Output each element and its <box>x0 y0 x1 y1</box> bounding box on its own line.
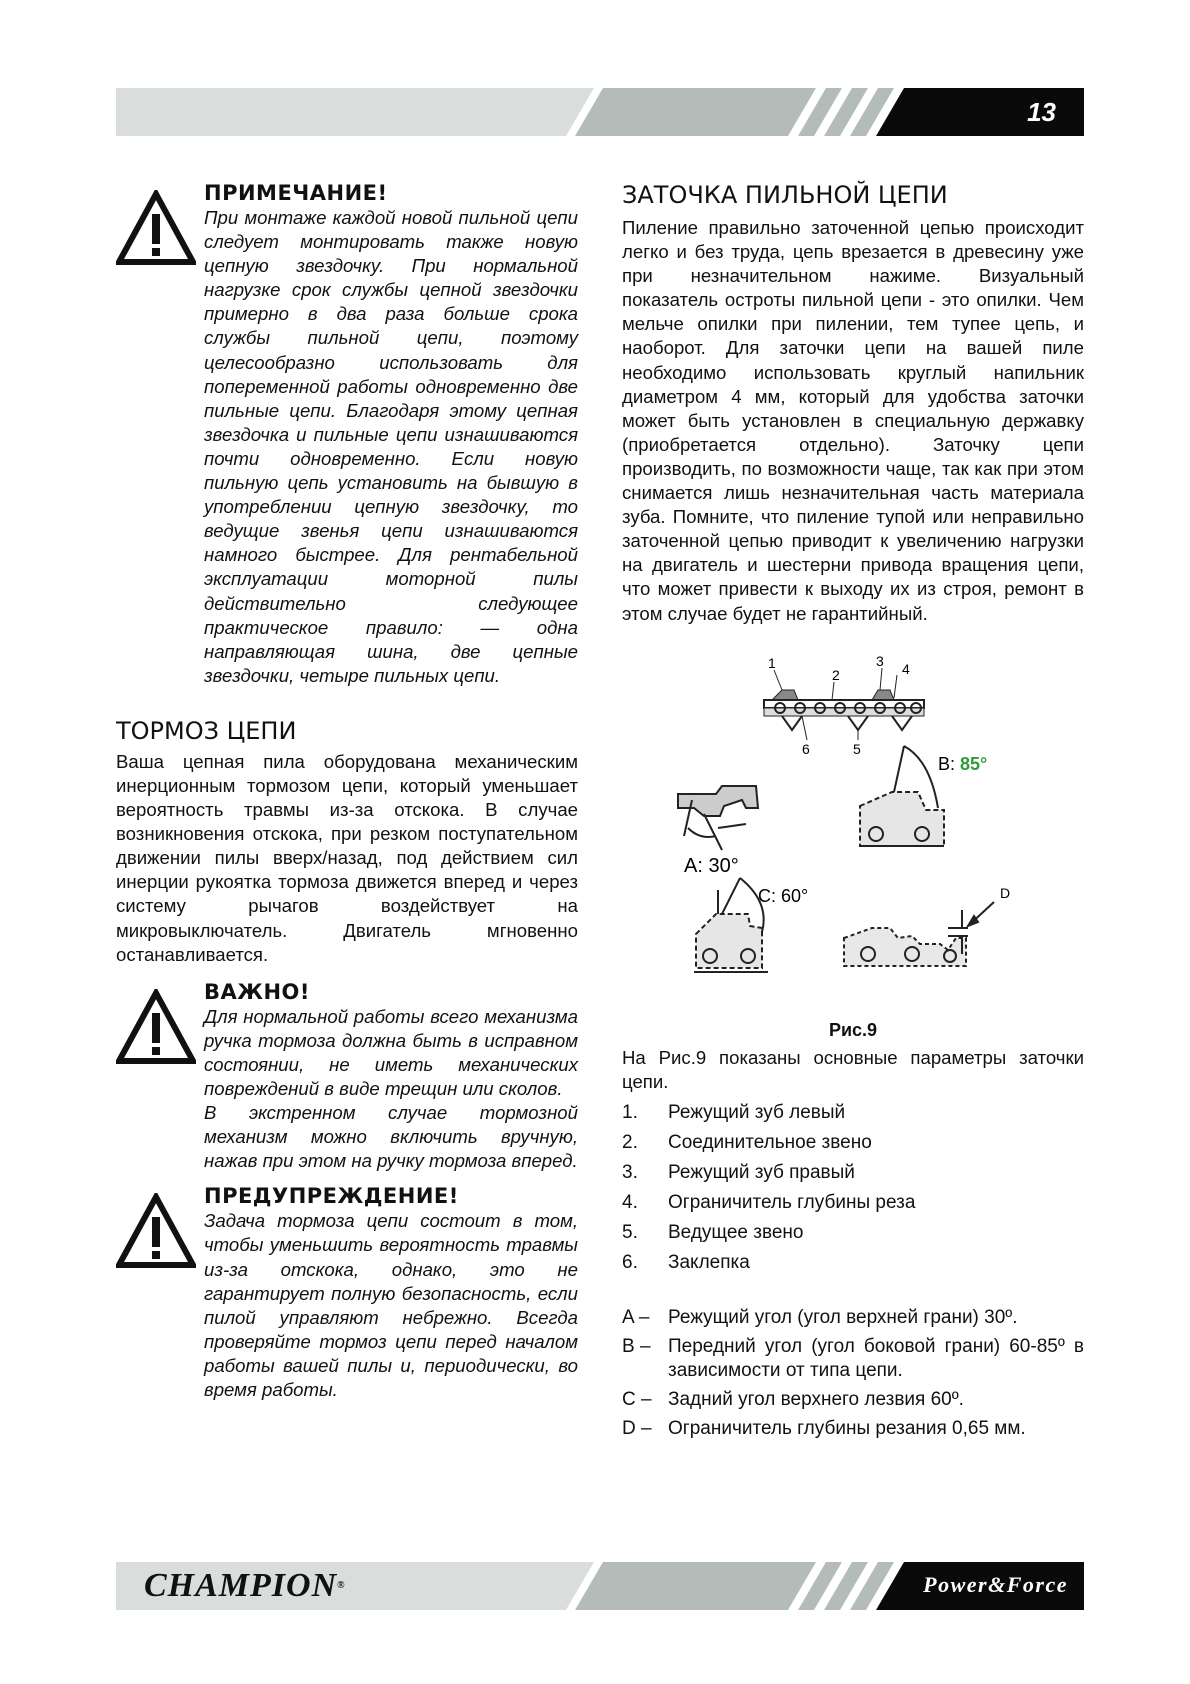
label-angle-b-value: 85° <box>960 753 988 774</box>
list-item: D – Ограничитель глубины резания 0,65 мм. <box>622 1417 1026 1439</box>
list-item: 5. Ведущее звено <box>622 1221 804 1243</box>
figure-caption: Рис.9 <box>828 1019 878 1040</box>
label-angle-a: A: 30° <box>684 854 739 877</box>
angle-a-drawing <box>678 786 758 850</box>
chain-segment-drawing <box>764 668 924 740</box>
label-depth-d: D <box>1000 884 1011 901</box>
note-text: При монтаже каждой новой пильной цепи следует монтировать также новую цепную звездочку. При нормальной нагрузке срок службы цепной звездочки примерно в два раза больше срока службы пильной цепи, поэтому целесообразно использовать для попеременной работы одновременно две пильные цепи. Благодаря этому цепная звездочка и пильные цепи изнашиваются почти одновременно. Если новую пильную цепь установить на бывшую в употреблении цепную звездочку, то ведущие звенья цепи изнашиваются намного быстрее. Для рентабельной эксплуатации моторной пилы действительно следующее практическое правило: — одна направляющая шина, две цепные звездочки, четыре пильных цепи. <box>204 207 578 686</box>
header-stripes <box>116 88 1084 136</box>
angle-b-drawing <box>860 746 944 846</box>
warning-text: Задача тормоза цепи состоит в том, чтобы уменьшить вероятность травмы из-за отскока, однако, это не гарантирует полную безопасность, если пилой управляют небрежно. Всегда проверяйте тормоз цепи перед началом работы вашей пилы и, периодически, во время работы. <box>204 1210 578 1401</box>
warning-triangle-icon <box>116 190 196 266</box>
warning-title: ПРЕДУПРЕЖДЕНИЕ! <box>204 1184 459 1209</box>
sharpening-text: Пиление правильно заточенной цепью происходит легко и без труда, цепь врезается в древесину уже при незначительном нажиме. Визуальный показатель остроты пильной цепи - это опилки. Чем мельче опилки при пилении, тем тупее цепь, и наоборот. Для заточки цепи на вашей пиле необходимо использовать круглый напильник диаметром 4 мм, который для удобства заточки может быть установлен в специальную державку (приобретается отдельно). Заточку цепи производить, по возможности чаще, так как при этом снимается лишь незначительная часть материала зуба. Помните, что пиление тупой или неправильно заточенной цепью приводит к увеличению нагрузки на двигатель и шестерни привода вращения цепи, что может привести к выходу их из строя, ремонт в этом случае будет не гарантийный. <box>622 217 1084 624</box>
chain-figure <box>622 650 1084 1040</box>
warning-triangle-icon <box>116 1193 196 1269</box>
list-item: 1. Режущий зуб левый <box>622 1101 846 1123</box>
angle-c-drawing <box>694 878 768 972</box>
brake-text: Ваша цепная пила оборудована механическим инерционным тормозом цепи, который уменьшает вероятность травмы из-за отскока. В случае возникновения отскока, при резком поступательном движении пилы вверх/назад, под действием сил инерции рукоятка тормоза движется вперед и через систему рычагов воздействует на микровыключатель. Двигатель мгновенно останавливается. <box>116 750 578 965</box>
angles-list <box>622 1306 1084 1441</box>
footer-tagline: Power&Force <box>923 1572 1068 1597</box>
list-item: B – Передний угол (угол боковой грани) 60-85º в зависимости от типа цепи. <box>622 1335 1084 1381</box>
important-text-2: В экстренном случае тормозной механизм можно включить вручную, нажав при этом на ручку тормоза вперед. <box>204 1102 578 1172</box>
warning-block <box>116 1183 578 1402</box>
callout-6: 6 <box>802 740 810 757</box>
note-title: ПРИМЕЧАНИЕ! <box>204 181 388 205</box>
header-band <box>116 88 1084 136</box>
label-angle-c: C: 60° <box>758 885 809 906</box>
parts-list <box>622 1098 1084 1278</box>
champion-logo: CHAMPION® <box>144 1567 346 1604</box>
figure-intro: На Рис.9 показаны основные параметры заточки цепи. <box>622 1046 1084 1092</box>
list-item: 3. Режущий зуб правый <box>622 1161 855 1183</box>
note-block <box>116 180 578 688</box>
important-block <box>116 979 578 1174</box>
list-item: A – Режущий угол (угол верхней грани) 30º. <box>622 1306 1018 1328</box>
callout-5: 5 <box>853 740 861 757</box>
list-item: 6. Заклепка <box>622 1251 750 1273</box>
callout-2: 2 <box>832 666 840 683</box>
callout-4: 4 <box>902 660 910 677</box>
brake-heading: ТОРМОЗ ЦЕПИ <box>116 716 297 745</box>
list-item: 2. Соединительное звено <box>622 1131 872 1153</box>
important-title: ВАЖНО! <box>204 979 310 1004</box>
sharpening-heading: ЗАТОЧКА ПИЛЬНОЙ ЦЕПИ <box>622 181 948 209</box>
important-text-1: Для нормальной работы всего механизма ручка тормоза должна быть в исправном состоянии, не иметь механических повреждений в виде трещин или сколов. <box>204 1005 578 1099</box>
left-column <box>116 180 578 1402</box>
list-item: C – Задний угол верхнего лезвия 60º. <box>622 1388 964 1410</box>
right-column <box>622 180 1084 1446</box>
page-number: 13 <box>1027 97 1056 127</box>
label-angle-b: B: <box>938 753 956 774</box>
list-item: 4. Ограничитель глубины реза <box>622 1191 916 1213</box>
chain-diagram <box>622 650 1084 1034</box>
warning-triangle-icon <box>116 989 196 1065</box>
callout-1: 1 <box>768 654 776 671</box>
depth-gauge-drawing <box>844 902 994 966</box>
footer-band <box>116 1562 1084 1610</box>
callout-3: 3 <box>876 652 884 669</box>
